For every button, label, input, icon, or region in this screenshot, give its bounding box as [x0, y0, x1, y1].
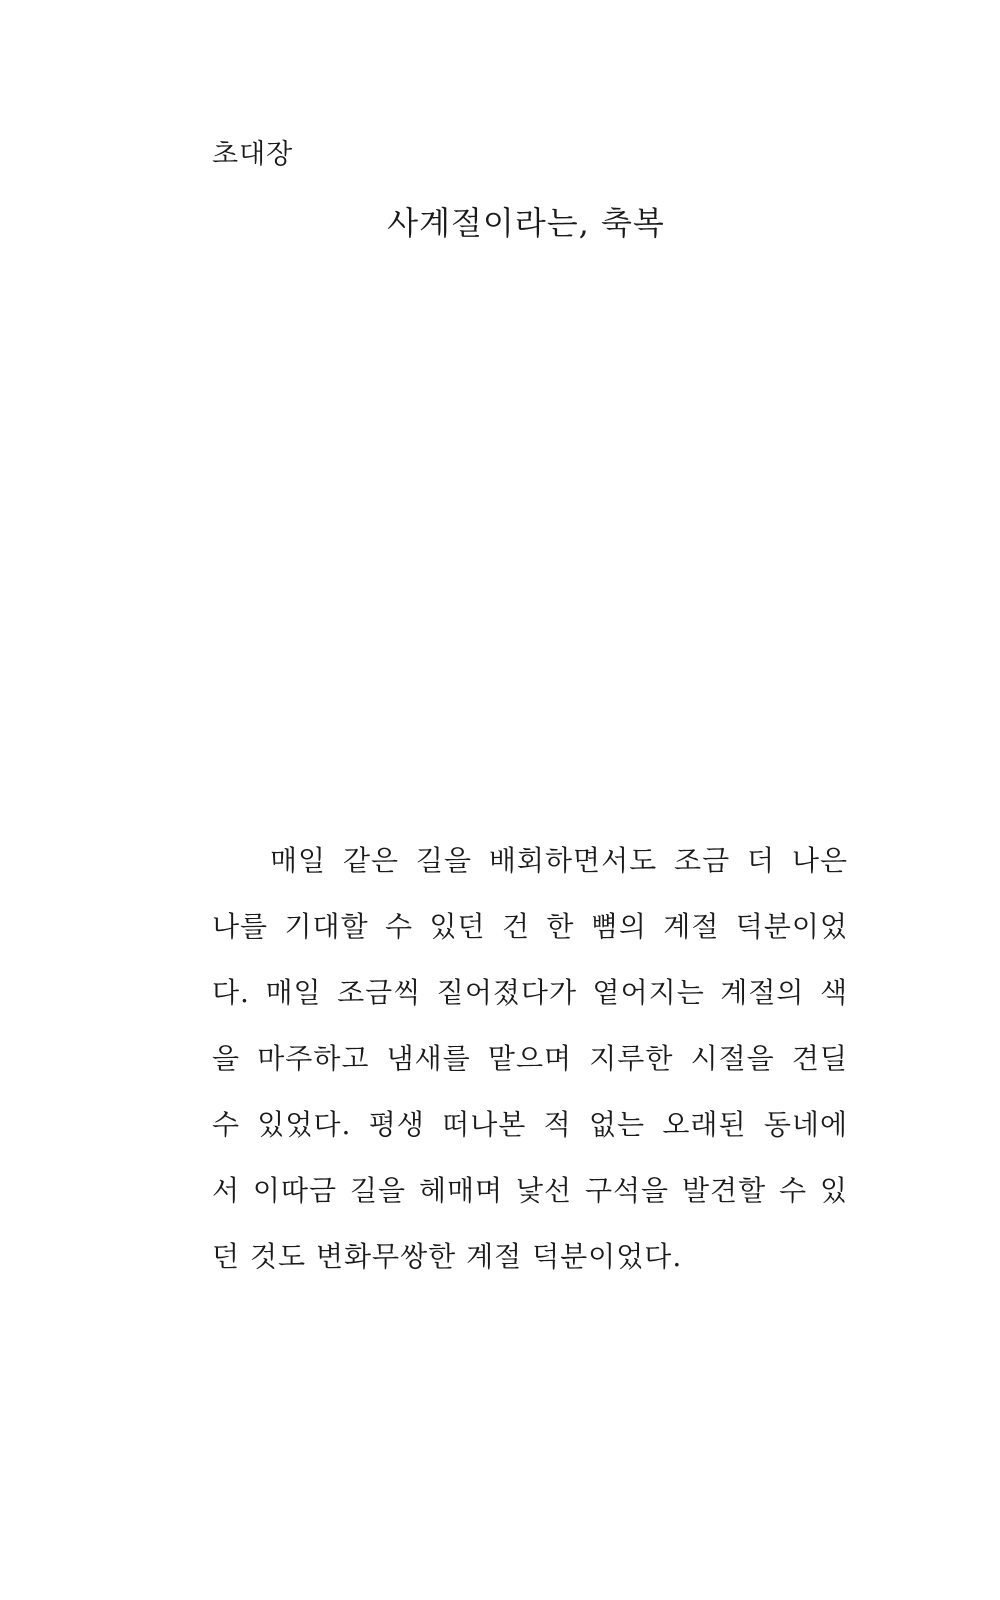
paragraph-line: 서 이따금 길을 헤매며 낯선 구석을 발견할 수 있: [212, 1174, 848, 1207]
paragraph-line: 나를 기대할 수 있던 건 한 뼘의 계절 덕분이었: [212, 910, 848, 943]
chapter-title: 사계절이라는, 축복: [387, 204, 665, 242]
paragraph-line: 매일 같은 길을 배회하면서도 조금 더 나은: [270, 844, 848, 877]
paragraph-line: 을 마주하고 냄새를 맡으며 지루한 시절을 견딜: [212, 1042, 848, 1075]
body-paragraph: [212, 844, 848, 1306]
paragraph-line: 수 있었다. 평생 떠나본 적 없는 오래된 동네에: [212, 1108, 848, 1141]
paragraph-line: 던 것도 변화무쌍한 계절 덕분이었다.: [212, 1240, 683, 1273]
paragraph-line: 다. 매일 조금씩 짙어졌다가 옅어지는 계절의 색: [212, 976, 848, 1009]
chapter-label: 초대장: [212, 139, 294, 170]
